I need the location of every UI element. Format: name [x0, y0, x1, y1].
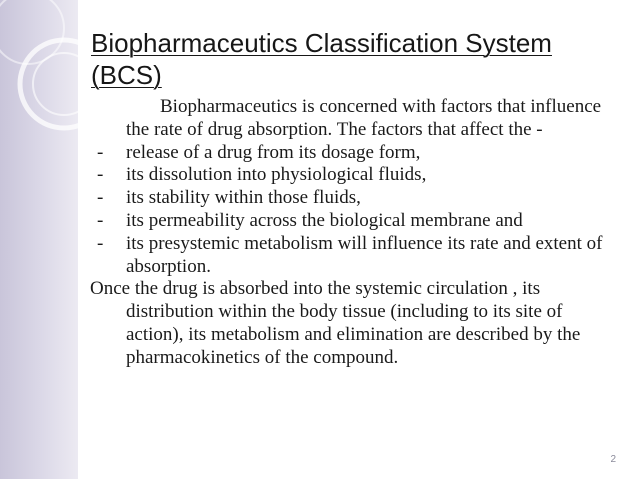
intro-text: Biopharmaceutics is concerned with factors that influence the rate of drug absorption. The factors that affect the -: [126, 96, 602, 140]
slide-title: Biopharmaceutics Classification System (BCS): [91, 28, 552, 90]
bullet-item: [90, 187, 620, 210]
bullet-item: [90, 233, 620, 279]
bullet-item: [90, 210, 620, 233]
bullet-text: its dissolution into physiological fluids,: [126, 164, 427, 186]
bullet-text: release of a drug from its dosage form,: [126, 141, 421, 163]
bullet-marker: -: [97, 141, 104, 163]
page-number: 2: [610, 454, 616, 465]
bullet-marker: -: [97, 209, 104, 231]
bullet-text: its presystemic metabolism will influence its rate and extent of absorption.: [126, 232, 603, 277]
intro-paragraph: [90, 96, 620, 142]
bullet-marker: -: [97, 232, 104, 254]
bullet-text: its permeability across the biological membrane and: [126, 209, 523, 231]
bullet-marker: -: [97, 164, 104, 186]
bullet-marker: -: [97, 187, 104, 209]
bullet-text: its stability within those fluids,: [126, 187, 361, 209]
closing-paragraph: Once the drug is absorbed into the systemic circulation , its distribution within the body tissue (including to its site of action), its metabolism and elimination are described by the pharmacokinetics of the compound.: [90, 278, 581, 368]
bullet-item: [90, 164, 620, 187]
bullet-item: [90, 142, 620, 165]
slide-body: [90, 96, 620, 370]
